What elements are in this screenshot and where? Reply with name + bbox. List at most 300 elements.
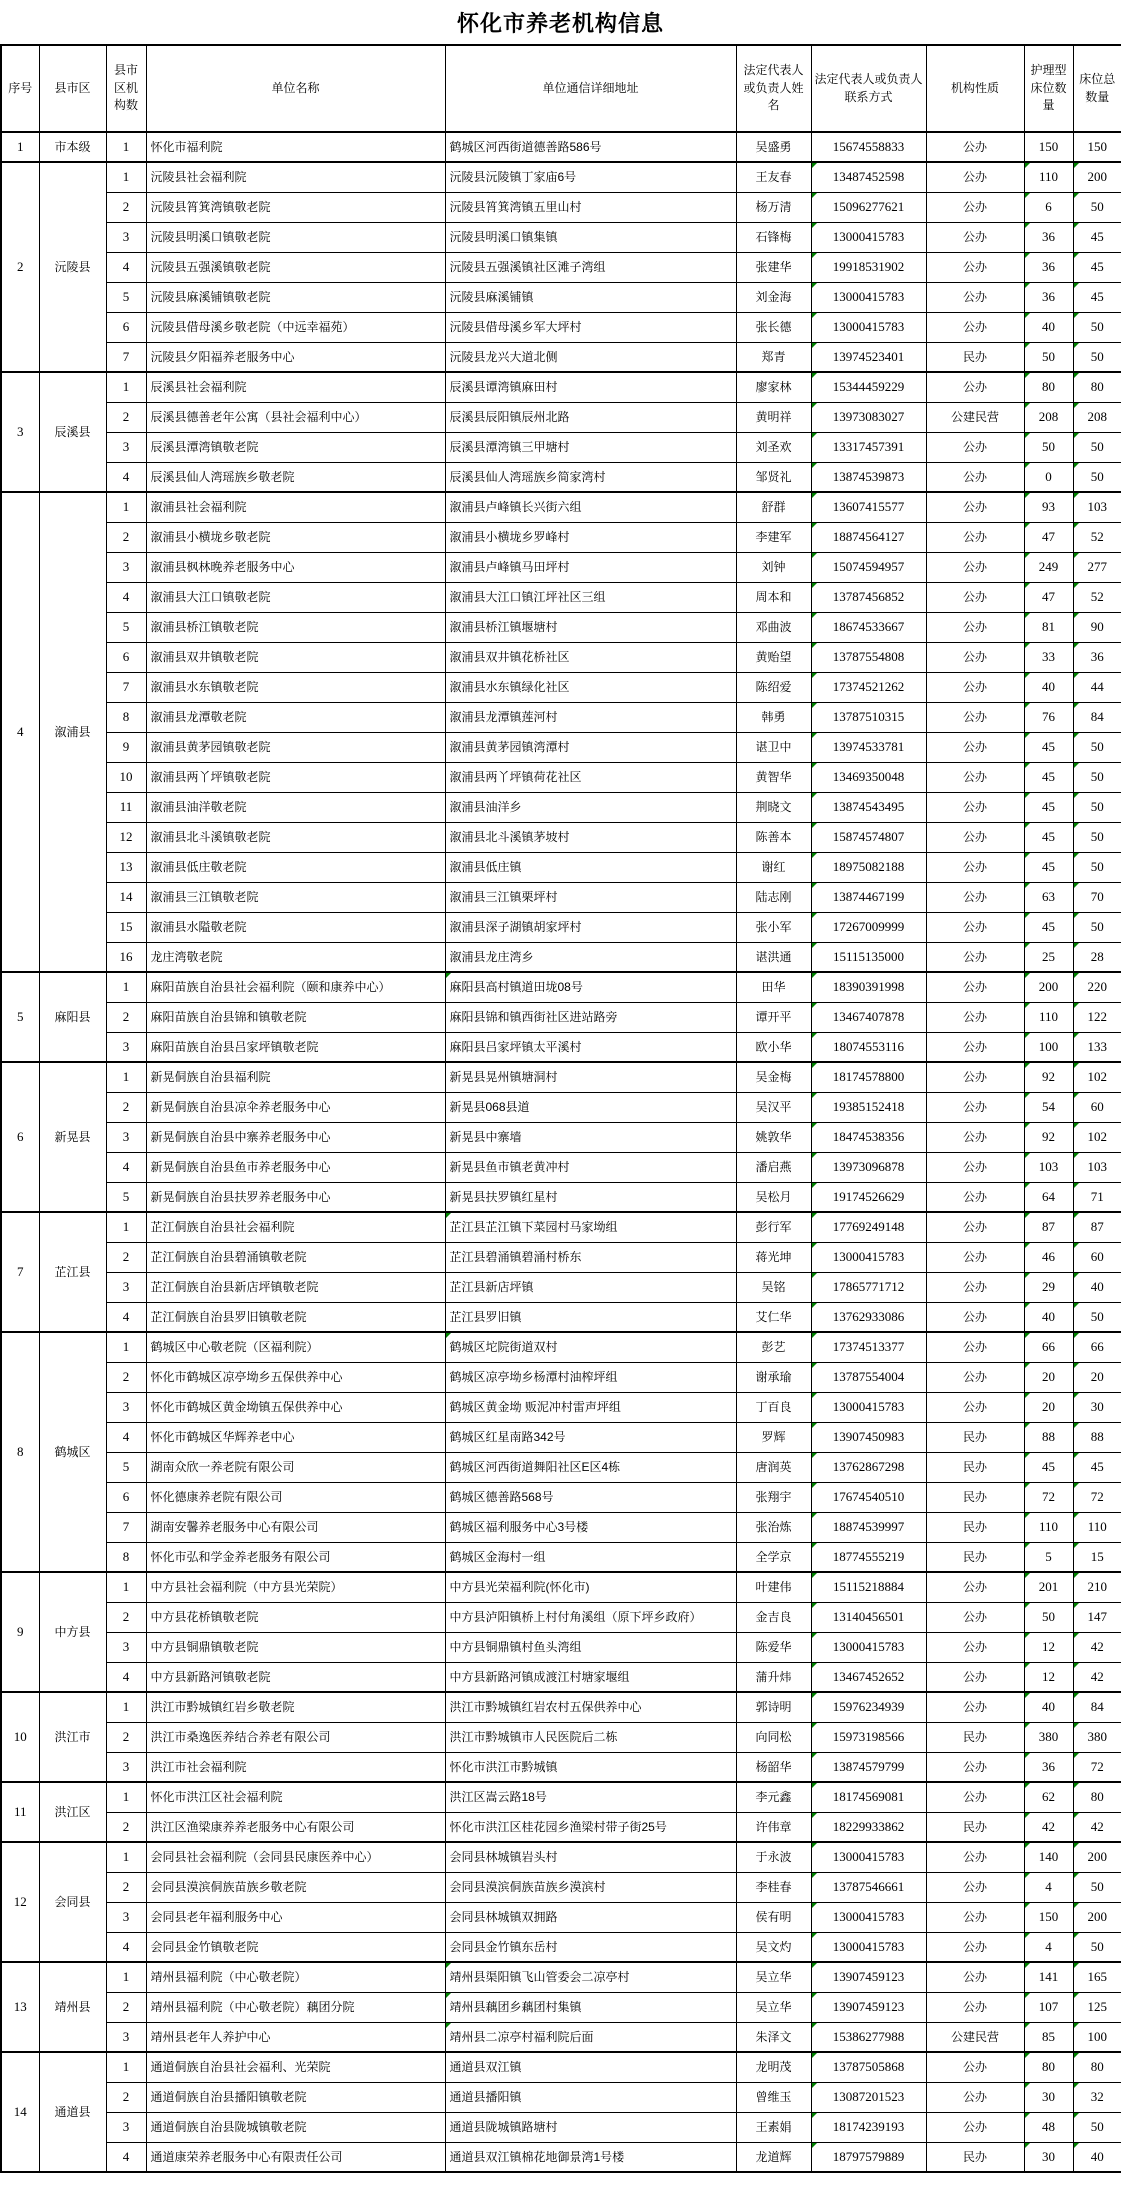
table-row [1, 1242, 1121, 1272]
cell-care-beds: 150 [1024, 1902, 1073, 1932]
cell-person: 李元鑫 [736, 1782, 811, 1812]
cell-phone: 15344459229 [811, 372, 926, 402]
cell-type: 公办 [926, 282, 1024, 312]
cell-group-serial: 8 [1, 1332, 39, 1572]
cell-address: 通道县双江镇棉花地御景湾1号楼 [445, 2142, 736, 2172]
cell-care-beds: 36 [1024, 1752, 1073, 1782]
header-col-count: 县市区机构数 [106, 45, 146, 132]
cell-person: 刘金海 [736, 282, 811, 312]
table-row [1, 1512, 1121, 1542]
table-row [1, 552, 1121, 582]
cell-org-name: 沅陵县麻溪铺镇敬老院 [146, 282, 445, 312]
cell-care-beds: 140 [1024, 1842, 1073, 1872]
table-row [1, 732, 1121, 762]
cell-person: 吴铭 [736, 1272, 811, 1302]
cell-phone: 15973198566 [811, 1722, 926, 1752]
cell-total-beds: 50 [1073, 822, 1121, 852]
cell-type: 公办 [926, 822, 1024, 852]
table-row [1, 1392, 1121, 1422]
cell-phone: 18674533667 [811, 612, 926, 642]
cell-org-name: 沅陵县社会福利院 [146, 162, 445, 192]
cell-count: 4 [106, 1422, 146, 1452]
cell-address: 溆浦县三江镇栗坪村 [445, 882, 736, 912]
cell-care-beds: 36 [1024, 252, 1073, 282]
header-col-care-beds: 护理型床位数量 [1024, 45, 1073, 132]
cell-address: 鹤城区福利服务中心3号楼 [445, 1512, 736, 1542]
table-row [1, 1692, 1121, 1722]
cell-count: 9 [106, 732, 146, 762]
table-row [1, 972, 1121, 1002]
table-row [1, 1752, 1121, 1782]
cell-total-beds: 45 [1073, 222, 1121, 252]
cell-address: 鹤城区坨院街道双村 [445, 1332, 736, 1362]
cell-org-name: 沅陵县借母溪乡敬老院（中远幸福苑） [146, 312, 445, 342]
cell-care-beds: 50 [1024, 342, 1073, 372]
cell-type: 公办 [926, 1902, 1024, 1932]
cell-address: 靖州县渠阳镇飞山管委会二凉亭村 [445, 1962, 736, 1992]
cell-org-name: 麻阳苗族自治县锦和镇敬老院 [146, 1002, 445, 1032]
cell-type: 公办 [926, 1212, 1024, 1242]
cell-count: 2 [106, 1602, 146, 1632]
cell-phone: 13973096878 [811, 1152, 926, 1182]
cell-phone: 13000415783 [811, 1842, 926, 1872]
cell-address: 会同县漠滨侗族苗族乡漠滨村 [445, 1872, 736, 1902]
cell-address: 新晃县068县道 [445, 1092, 736, 1122]
cell-person: 彭行军 [736, 1212, 811, 1242]
cell-total-beds: 150 [1073, 132, 1121, 162]
cell-county-name: 新晃县 [39, 1062, 106, 1212]
table-row [1, 1122, 1121, 1152]
cell-address: 溆浦县双井镇花桥社区 [445, 642, 736, 672]
cell-care-beds: 249 [1024, 552, 1073, 582]
cell-org-name: 会同县老年福利服务中心 [146, 1902, 445, 1932]
cell-address: 通道县播阳镇 [445, 2082, 736, 2112]
cell-org-name: 怀化德康养老院有限公司 [146, 1482, 445, 1512]
cell-address: 鹤城区金海村一组 [445, 1542, 736, 1572]
cell-count: 13 [106, 852, 146, 882]
cell-type: 公办 [926, 1362, 1024, 1392]
cell-count: 5 [106, 282, 146, 312]
table-row [1, 1992, 1121, 2022]
cell-person: 于永波 [736, 1842, 811, 1872]
cell-type: 公办 [926, 2082, 1024, 2112]
cell-phone: 19174526629 [811, 1182, 926, 1212]
cell-total-beds: 80 [1073, 1782, 1121, 1812]
cell-person: 谭开平 [736, 1002, 811, 1032]
cell-type: 公办 [926, 1272, 1024, 1302]
cell-care-beds: 107 [1024, 1992, 1073, 2022]
cell-org-name: 中方县新路河镇敬老院 [146, 1662, 445, 1692]
cell-address: 芷江县新店坪镇 [445, 1272, 736, 1302]
cell-care-beds: 29 [1024, 1272, 1073, 1302]
cell-total-beds: 110 [1073, 1512, 1121, 1542]
header-col-phone: 法定代表人或负责人联系方式 [811, 45, 926, 132]
cell-county-name: 市本级 [39, 132, 106, 162]
cell-type: 公办 [926, 1152, 1024, 1182]
cell-phone: 13469350048 [811, 762, 926, 792]
cell-person: 吴文灼 [736, 1932, 811, 1962]
cell-person: 田华 [736, 972, 811, 1002]
cell-total-beds: 200 [1073, 1902, 1121, 1932]
table-row [1, 192, 1121, 222]
cell-type: 公办 [926, 1122, 1024, 1152]
cell-care-beds: 66 [1024, 1332, 1073, 1362]
cell-phone: 13087201523 [811, 2082, 926, 2112]
cell-count: 4 [106, 1662, 146, 1692]
cell-care-beds: 93 [1024, 492, 1073, 522]
cell-total-beds: 40 [1073, 1272, 1121, 1302]
table-row [1, 2052, 1121, 2082]
cell-count: 2 [106, 1242, 146, 1272]
cell-phone: 13000415783 [811, 1932, 926, 1962]
cell-total-beds: 50 [1073, 792, 1121, 822]
cell-org-name: 溆浦县水隘敬老院 [146, 912, 445, 942]
cell-phone: 15074594957 [811, 552, 926, 582]
cell-person: 黄智华 [736, 762, 811, 792]
cell-address: 沅陵县五强溪镇社区滩子湾组 [445, 252, 736, 282]
cell-org-name: 芷江侗族自治县新店坪镇敬老院 [146, 1272, 445, 1302]
cell-type: 公办 [926, 882, 1024, 912]
cell-person: 蒲升炜 [736, 1662, 811, 1692]
table-row [1, 1332, 1121, 1362]
cell-person: 朱泽文 [736, 2022, 811, 2052]
cell-address: 麻阳县高村镇道田垅08号 [445, 972, 736, 1002]
table-row [1, 2112, 1121, 2142]
cell-org-name: 新晃侗族自治县福利院 [146, 1062, 445, 1092]
cell-org-name: 溆浦县社会福利院 [146, 492, 445, 522]
cell-person: 向同松 [736, 1722, 811, 1752]
cell-org-name: 溆浦县龙潭敬老院 [146, 702, 445, 732]
cell-person: 蒋光坤 [736, 1242, 811, 1272]
cell-total-beds: 50 [1073, 1932, 1121, 1962]
cell-phone: 13787554004 [811, 1362, 926, 1392]
cell-care-beds: 62 [1024, 1782, 1073, 1812]
cell-care-beds: 45 [1024, 792, 1073, 822]
cell-org-name: 通道侗族自治县社会福利、光荣院 [146, 2052, 445, 2082]
cell-care-beds: 48 [1024, 2112, 1073, 2142]
cell-person: 陈绍爱 [736, 672, 811, 702]
cell-phone: 17865771712 [811, 1272, 926, 1302]
cell-group-serial: 7 [1, 1212, 39, 1332]
cell-org-name: 沅陵县筲箕湾镇敬老院 [146, 192, 445, 222]
table-row [1, 1092, 1121, 1122]
cell-person: 丁百良 [736, 1392, 811, 1422]
cell-phone: 18874564127 [811, 522, 926, 552]
cell-org-name: 溆浦县油洋敬老院 [146, 792, 445, 822]
cell-org-name: 芷江侗族自治县碧涌镇敬老院 [146, 1242, 445, 1272]
cell-count: 2 [106, 2082, 146, 2112]
cell-person: 周本和 [736, 582, 811, 612]
cell-org-name: 中方县铜鼎镇敬老院 [146, 1632, 445, 1662]
cell-count: 3 [106, 1752, 146, 1782]
cell-care-beds: 0 [1024, 462, 1073, 492]
cell-person: 韩勇 [736, 702, 811, 732]
cell-org-name: 怀化市洪江区社会福利院 [146, 1782, 445, 1812]
cell-total-beds: 50 [1073, 312, 1121, 342]
cell-address: 中方县铜鼎镇村鱼头湾组 [445, 1632, 736, 1662]
cell-count: 1 [106, 1212, 146, 1242]
cell-care-beds: 36 [1024, 222, 1073, 252]
cell-phone: 13907450983 [811, 1422, 926, 1452]
cell-phone: 18774555219 [811, 1542, 926, 1572]
cell-org-name: 溆浦县黄茅园镇敬老院 [146, 732, 445, 762]
table-row [1, 2142, 1121, 2172]
cell-count: 4 [106, 252, 146, 282]
cell-org-name: 溆浦县双井镇敬老院 [146, 642, 445, 672]
cell-org-name: 中方县社会福利院（中方县光荣院） [146, 1572, 445, 1602]
cell-count: 11 [106, 792, 146, 822]
table-header [1, 45, 1121, 132]
cell-org-name: 怀化市福利院 [146, 132, 445, 162]
cell-count: 3 [106, 552, 146, 582]
cell-phone: 13762933086 [811, 1302, 926, 1332]
cell-care-beds: 50 [1024, 1602, 1073, 1632]
cell-phone: 15115135000 [811, 942, 926, 972]
cell-address: 溆浦县龙潭镇莲河村 [445, 702, 736, 732]
cell-person: 邹贤礼 [736, 462, 811, 492]
cell-phone: 13487452598 [811, 162, 926, 192]
cell-org-name: 溆浦县三江镇敬老院 [146, 882, 445, 912]
header-row [1, 45, 1121, 132]
cell-care-beds: 87 [1024, 1212, 1073, 1242]
cell-count: 4 [106, 1932, 146, 1962]
cell-count: 1 [106, 492, 146, 522]
cell-org-name: 辰溪县潭湾镇敬老院 [146, 432, 445, 462]
cell-total-beds: 100 [1073, 2022, 1121, 2052]
cell-count: 3 [106, 1032, 146, 1062]
cell-phone: 15874574807 [811, 822, 926, 852]
cell-count: 16 [106, 942, 146, 972]
cell-count: 6 [106, 312, 146, 342]
cell-org-name: 怀化市弘和学金养老服务有限公司 [146, 1542, 445, 1572]
cell-care-beds: 54 [1024, 1092, 1073, 1122]
cell-type: 公办 [926, 492, 1024, 522]
cell-phone: 15976234939 [811, 1692, 926, 1722]
cell-type: 公办 [926, 852, 1024, 882]
cell-count: 5 [106, 612, 146, 642]
cell-address: 鹤城区德善路568号 [445, 1482, 736, 1512]
cell-phone: 13973083027 [811, 402, 926, 432]
cell-county-name: 洪江区 [39, 1782, 106, 1842]
table-row [1, 1422, 1121, 1452]
cell-person: 杨韶华 [736, 1752, 811, 1782]
cell-person: 吴金梅 [736, 1062, 811, 1092]
cell-org-name: 新晃侗族自治县鱼市养老服务中心 [146, 1152, 445, 1182]
cell-person: 吴松月 [736, 1182, 811, 1212]
cell-type: 公办 [926, 1302, 1024, 1332]
cell-type: 公办 [926, 1002, 1024, 1032]
table-row [1, 1872, 1121, 1902]
cell-address: 鹤城区河西街道舞阳社区E区4栋 [445, 1452, 736, 1482]
cell-address: 鹤城区河西街道德善路586号 [445, 132, 736, 162]
cell-org-name: 麻阳苗族自治县社会福利院（颐和康养中心） [146, 972, 445, 1002]
cell-care-beds: 45 [1024, 762, 1073, 792]
cell-care-beds: 110 [1024, 1512, 1073, 1542]
cell-count: 3 [106, 1272, 146, 1302]
cell-care-beds: 88 [1024, 1422, 1073, 1452]
cell-org-name: 通道侗族自治县播阳镇敬老院 [146, 2082, 445, 2112]
cell-address: 鹤城区红星南路342号 [445, 1422, 736, 1452]
cell-person: 王素娟 [736, 2112, 811, 2142]
cell-org-name: 洪江区渔梁康养养老服务中心有限公司 [146, 1812, 445, 1842]
cell-care-beds: 40 [1024, 312, 1073, 342]
cell-care-beds: 42 [1024, 1812, 1073, 1842]
cell-address: 辰溪县谭湾镇麻田村 [445, 372, 736, 402]
cell-type: 民办 [926, 2142, 1024, 2172]
cell-type: 公办 [926, 1692, 1024, 1722]
cell-group-serial: 9 [1, 1572, 39, 1692]
page-title: 怀化市养老机构信息 [456, 10, 664, 36]
cell-care-beds: 100 [1024, 1032, 1073, 1062]
cell-count: 10 [106, 762, 146, 792]
cell-org-name: 溆浦县两丫坪镇敬老院 [146, 762, 445, 792]
table-body [1, 132, 1121, 2172]
cell-care-beds: 85 [1024, 2022, 1073, 2052]
cell-phone: 19385152418 [811, 1092, 926, 1122]
cell-total-beds: 52 [1073, 582, 1121, 612]
table-row [1, 522, 1121, 552]
cell-care-beds: 45 [1024, 822, 1073, 852]
cell-total-beds: 71 [1073, 1182, 1121, 1212]
cell-type: 公办 [926, 462, 1024, 492]
table-row [1, 1482, 1121, 1512]
cell-address: 怀化市洪江市黔城镇 [445, 1752, 736, 1782]
table-row [1, 762, 1121, 792]
cell-count: 1 [106, 162, 146, 192]
cell-total-beds: 70 [1073, 882, 1121, 912]
cell-count: 1 [106, 1332, 146, 1362]
cell-care-beds: 30 [1024, 2142, 1073, 2172]
cell-care-beds: 45 [1024, 912, 1073, 942]
cell-person: 陆志刚 [736, 882, 811, 912]
cell-person: 谌洪通 [736, 942, 811, 972]
cell-total-beds: 50 [1073, 462, 1121, 492]
cell-total-beds: 52 [1073, 522, 1121, 552]
cell-phone: 13000415783 [811, 1632, 926, 1662]
cell-phone: 13000415783 [811, 1242, 926, 1272]
cell-address: 沅陵县麻溪铺镇 [445, 282, 736, 312]
cell-type: 民办 [926, 1482, 1024, 1512]
table-row [1, 132, 1121, 162]
cell-care-beds: 380 [1024, 1722, 1073, 1752]
cell-total-beds: 210 [1073, 1572, 1121, 1602]
table-row [1, 792, 1121, 822]
cell-care-beds: 40 [1024, 1302, 1073, 1332]
cell-total-beds: 50 [1073, 852, 1121, 882]
cell-address: 溆浦县两丫坪镇荷花社区 [445, 762, 736, 792]
cell-address: 新晃县扶罗镇红星村 [445, 1182, 736, 1212]
header-col-person: 法定代表人或负责人姓名 [736, 45, 811, 132]
cell-address: 溆浦县水东镇绿化社区 [445, 672, 736, 702]
cell-group-serial: 13 [1, 1962, 39, 2052]
cell-org-name: 会同县金竹镇敬老院 [146, 1932, 445, 1962]
cell-address: 鹤城区黄金坳 贩泥冲村雷声坪组 [445, 1392, 736, 1422]
cell-address: 溆浦县北斗溪镇茅坡村 [445, 822, 736, 852]
cell-person: 龙道辉 [736, 2142, 811, 2172]
cell-total-beds: 42 [1073, 1662, 1121, 1692]
cell-org-name: 新晃侗族自治县中寨养老服务中心 [146, 1122, 445, 1152]
cell-address: 沅陵县龙兴大道北侧 [445, 342, 736, 372]
cell-person: 张小军 [736, 912, 811, 942]
table-row [1, 462, 1121, 492]
cell-person: 张建华 [736, 252, 811, 282]
cell-address: 靖州县二凉亭村福利院后面 [445, 2022, 736, 2052]
cell-person: 罗辉 [736, 1422, 811, 1452]
header-col-address: 单位通信详细地址 [445, 45, 736, 132]
cell-address: 会同县金竹镇东岳村 [445, 1932, 736, 1962]
cell-total-beds: 66 [1073, 1332, 1121, 1362]
header-col-total-beds: 床位总数量 [1073, 45, 1121, 132]
cell-count: 3 [106, 2112, 146, 2142]
cell-person: 曾维玉 [736, 2082, 811, 2112]
cell-care-beds: 103 [1024, 1152, 1073, 1182]
cell-count: 2 [106, 1722, 146, 1752]
cell-total-beds: 72 [1073, 1752, 1121, 1782]
cell-count: 12 [106, 822, 146, 852]
cell-type: 公办 [926, 1782, 1024, 1812]
cell-total-beds: 50 [1073, 762, 1121, 792]
cell-count: 1 [106, 372, 146, 402]
cell-org-name: 湖南众欣一养老院有限公司 [146, 1452, 445, 1482]
cell-org-name: 溆浦县小横垅乡敬老院 [146, 522, 445, 552]
cell-org-name: 沅陵县五强溪镇敬老院 [146, 252, 445, 282]
cell-total-beds: 277 [1073, 552, 1121, 582]
cell-type: 公办 [926, 1662, 1024, 1692]
cell-org-name: 洪江市社会福利院 [146, 1752, 445, 1782]
cell-phone: 17674540510 [811, 1482, 926, 1512]
cell-total-beds: 50 [1073, 732, 1121, 762]
cell-org-name: 麻阳苗族自治县吕家坪镇敬老院 [146, 1032, 445, 1062]
cell-phone: 18174578800 [811, 1062, 926, 1092]
table-row [1, 1152, 1121, 1182]
cell-org-name: 芷江侗族自治县社会福利院 [146, 1212, 445, 1242]
cell-county-name: 鹤城区 [39, 1332, 106, 1572]
cell-phone: 18874539997 [811, 1512, 926, 1542]
cell-total-beds: 45 [1073, 1452, 1121, 1482]
cell-count: 1 [106, 1782, 146, 1812]
cell-count: 1 [106, 1062, 146, 1092]
cell-total-beds: 60 [1073, 1242, 1121, 1272]
cell-person: 彭艺 [736, 1332, 811, 1362]
cell-care-beds: 20 [1024, 1392, 1073, 1422]
cell-care-beds: 47 [1024, 582, 1073, 612]
cell-care-beds: 80 [1024, 372, 1073, 402]
cell-type: 公办 [926, 1182, 1024, 1212]
cell-county-name: 辰溪县 [39, 372, 106, 492]
cell-count: 2 [106, 1872, 146, 1902]
cell-total-beds: 133 [1073, 1032, 1121, 1062]
cell-person: 张长德 [736, 312, 811, 342]
cell-org-name: 怀化市鹤城区凉亭坳乡五保供养中心 [146, 1362, 445, 1392]
cell-phone: 18174239193 [811, 2112, 926, 2142]
table-row [1, 1182, 1121, 1212]
cell-phone: 13974533781 [811, 732, 926, 762]
cell-org-name: 溆浦县大江口镇敬老院 [146, 582, 445, 612]
cell-total-beds: 84 [1073, 702, 1121, 732]
header-col-type: 机构性质 [926, 45, 1024, 132]
cell-count: 7 [106, 342, 146, 372]
cell-type: 公办 [926, 942, 1024, 972]
cell-total-beds: 80 [1073, 2052, 1121, 2082]
cell-type: 公办 [926, 1062, 1024, 1092]
header-col-county: 县市区 [39, 45, 106, 132]
cell-phone: 13000415783 [811, 222, 926, 252]
care-institutions-table [0, 44, 1121, 2173]
cell-count: 3 [106, 2022, 146, 2052]
cell-county-name: 溆浦县 [39, 492, 106, 972]
cell-care-beds: 45 [1024, 1452, 1073, 1482]
cell-type: 公办 [926, 1872, 1024, 1902]
